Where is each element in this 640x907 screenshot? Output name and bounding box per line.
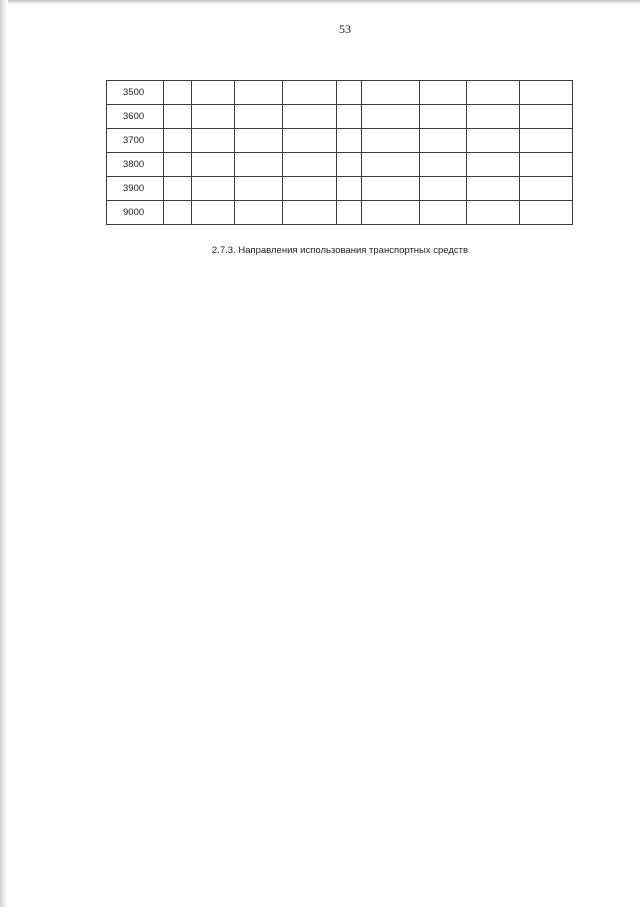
table-cell [362,177,420,201]
table-cell [467,129,520,153]
table-cell [520,201,573,225]
table-cell [467,81,520,105]
table-row [107,177,573,201]
table-cell [192,105,235,129]
table-cell [420,81,467,105]
table-cell [283,81,337,105]
table-cell [192,201,235,225]
table-cell [235,177,283,201]
table-cell [337,177,362,201]
table-row [107,201,573,225]
table-cell [520,177,573,201]
scan-edge-left [0,0,8,907]
row-label-cell: 3800 [107,153,164,177]
table-cell [362,81,420,105]
table-cell [520,153,573,177]
table-cell [283,177,337,201]
table-cell [235,105,283,129]
table-cell [164,81,192,105]
table-cell [337,129,362,153]
table-cell [164,129,192,153]
row-label-cell: 3700 [107,129,164,153]
table-cell [337,153,362,177]
table-cell [283,201,337,225]
table-cell [283,129,337,153]
table-cell [467,201,520,225]
table-cell [520,105,573,129]
table-cell [467,105,520,129]
table-cell [362,153,420,177]
table-cell [420,201,467,225]
table-cell [164,153,192,177]
row-label-cell: 3500 [107,81,164,105]
table-cell [164,177,192,201]
row-label-cell: 3600 [107,105,164,129]
row-label-cell: 3900 [107,177,164,201]
table-cell [283,105,337,129]
table-cell [420,153,467,177]
data-table [106,80,573,225]
table-cell [362,105,420,129]
table-cell [467,153,520,177]
table-cell [420,105,467,129]
table-cell [164,201,192,225]
table-cell [192,177,235,201]
table-cell [420,177,467,201]
row-label-cell: 9000 [107,201,164,225]
table-cell [520,81,573,105]
table-cell [235,81,283,105]
table-cell [235,201,283,225]
table-cell [164,105,192,129]
table-cell [520,129,573,153]
scan-edge-top [0,0,640,4]
table-cell [192,81,235,105]
table-row [107,153,573,177]
table-row [107,81,573,105]
table-cell [192,129,235,153]
table-cell [362,201,420,225]
table-cell [337,201,362,225]
page-number: 53 [339,22,351,36]
table-cell [420,129,467,153]
table-cell [235,153,283,177]
table-row [107,105,573,129]
table-cell [337,105,362,129]
table-cell [192,153,235,177]
table-cell [337,81,362,105]
table-row [107,129,573,153]
table-cell [235,129,283,153]
table-cell [362,129,420,153]
table-cell [467,177,520,201]
table-cell [283,153,337,177]
section-heading: 2.7.3. Направления использования транспортных средств [211,245,469,256]
